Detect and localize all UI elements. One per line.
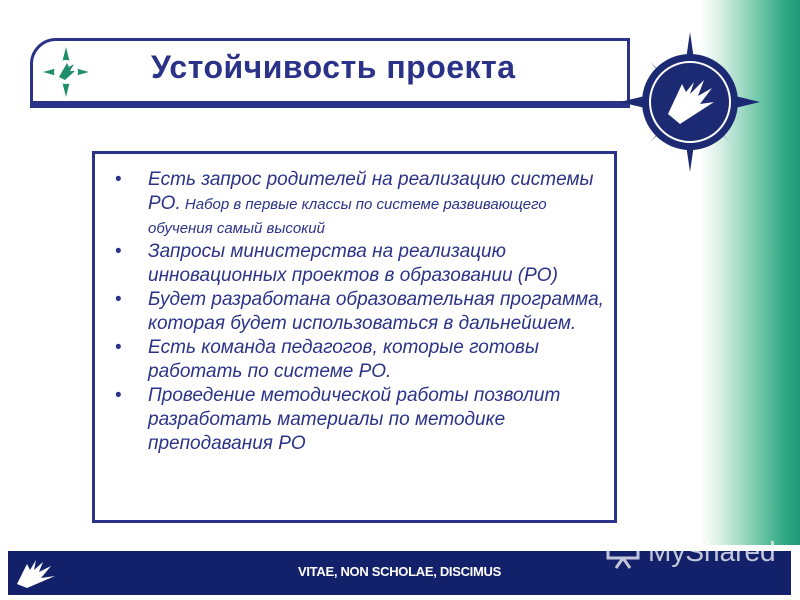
list-item: • Проведение методической работы позволит разработать материалы по методике преподавания РО (115, 385, 561, 454)
watermark-text: MyShared (648, 536, 776, 567)
page-title: Устойчивость проекта (151, 49, 516, 85)
list-item: • Будет разработана образовательная программа, которая будет использоваться в дальнейшем. (115, 289, 604, 334)
emblem-small-icon (43, 47, 89, 97)
list-item: • Есть запрос родителей на реализацию системы РО. Набор в первые классы по системе развивающего обучения самый высокий (115, 169, 594, 237)
bullet-list (112, 168, 612, 456)
list-item: • Есть команда педагогов, которые готовы работать по системе РО. (115, 337, 539, 382)
watermark (606, 534, 786, 574)
presentation-icon (606, 534, 642, 570)
title-banner (30, 38, 630, 104)
list-item: • Запросы министерства на реализацию инновационных проектов в образовании (РО) (115, 241, 558, 286)
footer-motto: VITAE, NON SCHOLAE, DISCIMUS (298, 564, 501, 579)
compass-emblem-icon (620, 32, 760, 172)
